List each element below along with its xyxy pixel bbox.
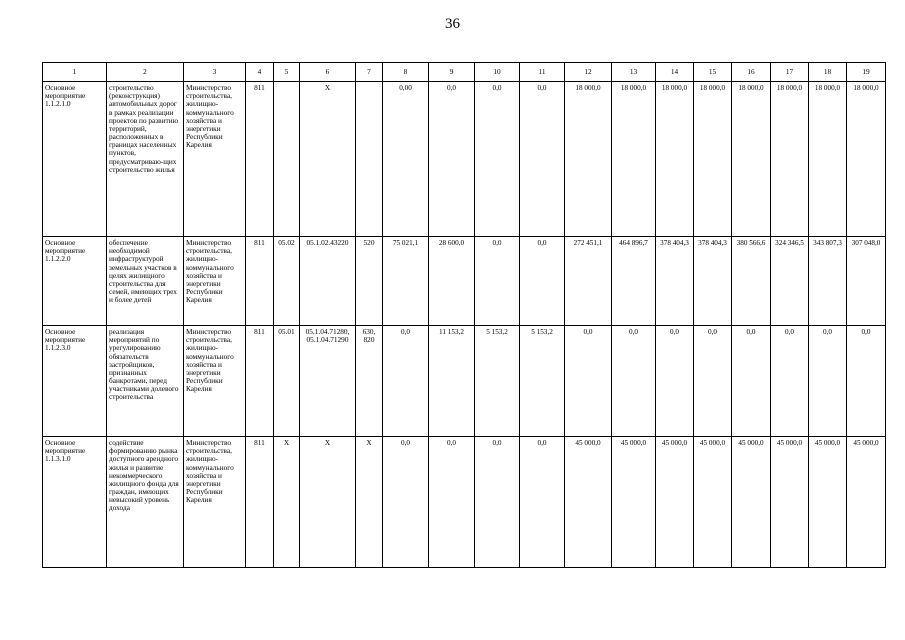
value-cell: 45 000,0 bbox=[847, 437, 886, 568]
header-cell: 7 bbox=[356, 63, 383, 82]
value-cell: 0,0 bbox=[565, 326, 612, 437]
value-cell: 0,0 bbox=[383, 437, 429, 568]
value-cell: 0,0 bbox=[732, 326, 771, 437]
value-cell: 0,0 bbox=[520, 237, 565, 326]
page-number: 36 bbox=[445, 16, 460, 32]
value-cell: 0,0 bbox=[520, 437, 565, 568]
section-cell: 05.01 bbox=[274, 326, 300, 437]
header-cell: 3 bbox=[184, 63, 246, 82]
value-cell: 18 000,0 bbox=[656, 82, 694, 237]
header-cell: 16 bbox=[732, 63, 771, 82]
value-cell: 18 000,0 bbox=[847, 82, 886, 237]
header-cell: 4 bbox=[246, 63, 274, 82]
section-cell: 05.02 bbox=[274, 237, 300, 326]
code-cell: 811 bbox=[246, 82, 274, 237]
code-cell: 811 bbox=[246, 326, 274, 437]
target-article-cell: Х bbox=[300, 82, 356, 237]
value-cell: 45 000,0 bbox=[656, 437, 694, 568]
target-article-cell: 05.1.02.43220 bbox=[300, 237, 356, 326]
expense-type-cell: 630, 820 bbox=[356, 326, 383, 437]
value-cell: 0,0 bbox=[847, 326, 886, 437]
value-cell: 45 000,0 bbox=[612, 437, 656, 568]
value-cell: 324 346,5 bbox=[771, 237, 809, 326]
value-cell: 0,0 bbox=[520, 82, 565, 237]
value-cell: 380 566,6 bbox=[732, 237, 771, 326]
header-cell: 1 bbox=[43, 63, 107, 82]
value-cell: 0,0 bbox=[694, 326, 732, 437]
target-article-cell: 05.1.04.71280, 05.1.04.71290 bbox=[300, 326, 356, 437]
header-cell: 9 bbox=[429, 63, 475, 82]
header-cell: 12 bbox=[565, 63, 612, 82]
value-cell: 18 000,0 bbox=[612, 82, 656, 237]
value-cell: 18 000,0 bbox=[771, 82, 809, 237]
table-header-row bbox=[43, 63, 886, 82]
value-cell: 0,0 bbox=[809, 326, 847, 437]
target-article-cell: Х bbox=[300, 437, 356, 568]
value-cell: 0,0 bbox=[429, 437, 475, 568]
expense-type-cell bbox=[356, 82, 383, 237]
section-cell: Х bbox=[274, 437, 300, 568]
value-cell: 378 404,3 bbox=[694, 237, 732, 326]
value-cell: 11 153,2 bbox=[429, 326, 475, 437]
value-cell: 272 451,1 bbox=[565, 237, 612, 326]
table-row bbox=[43, 82, 886, 237]
value-cell: 18 000,0 bbox=[694, 82, 732, 237]
header-cell: 17 bbox=[771, 63, 809, 82]
code-cell: 811 bbox=[246, 437, 274, 568]
value-cell: 5 153,2 bbox=[475, 326, 520, 437]
responsible-executor-cell: Министерство строительства, жилищно-коммунального хозяйства и энергетики Республики Карелия bbox=[184, 437, 246, 568]
activity-description-cell: строительство (реконструкция) автомобильных дорог в рамках реализации проектов по развитию территорий, расположенных в границах населенных пунктов, предусматриваю-щих строительство жилья bbox=[107, 82, 184, 237]
header-cell: 2 bbox=[107, 63, 184, 82]
header-cell: 10 bbox=[475, 63, 520, 82]
activity-description-cell: содействие формированию рынка доступного арендного жилья и развитие некоммерческого жилищного фонда для граждан, имеющих невысокий уровень дохода bbox=[107, 437, 184, 568]
header-cell: 13 bbox=[612, 63, 656, 82]
value-cell: 0,00 bbox=[383, 82, 429, 237]
expense-type-cell: Х bbox=[356, 437, 383, 568]
activity-code-cell: Основное мероприятие 1.1.3.1.0 bbox=[43, 437, 107, 568]
header-cell: 18 bbox=[809, 63, 847, 82]
responsible-executor-cell: Министерство строительства, жилищно-коммунального хозяйства и энергетики Республики Карелия bbox=[184, 326, 246, 437]
value-cell: 5 153,2 bbox=[520, 326, 565, 437]
value-cell: 45 000,0 bbox=[565, 437, 612, 568]
header-cell: 5 bbox=[274, 63, 300, 82]
activity-code-cell: Основное мероприятие 1.1.2.1.0 bbox=[43, 82, 107, 237]
header-cell: 15 bbox=[694, 63, 732, 82]
activity-code-cell: Основное мероприятие 1.1.2.2.0 bbox=[43, 237, 107, 326]
section-cell bbox=[274, 82, 300, 237]
value-cell: 378 404,3 bbox=[656, 237, 694, 326]
value-cell: 0,0 bbox=[475, 437, 520, 568]
value-cell: 0,0 bbox=[383, 326, 429, 437]
value-cell: 0,0 bbox=[656, 326, 694, 437]
responsible-executor-cell: Министерство строительства, жилищно-коммунального хозяйства и энергетики Республики Карелия bbox=[184, 82, 246, 237]
table-row bbox=[43, 326, 886, 437]
value-cell: 18 000,0 bbox=[565, 82, 612, 237]
activity-code-cell: Основное мероприятие 1.1.2.3.0 bbox=[43, 326, 107, 437]
responsible-executor-cell: Министерство строительства, жилищно-коммунального хозяйства и энергетики Республики Карелия bbox=[184, 237, 246, 326]
header-cell: 8 bbox=[383, 63, 429, 82]
value-cell: 18 000,0 bbox=[732, 82, 771, 237]
header-cell: 11 bbox=[520, 63, 565, 82]
value-cell: 0,0 bbox=[475, 82, 520, 237]
table-row bbox=[43, 437, 886, 568]
value-cell: 464 896,7 bbox=[612, 237, 656, 326]
code-cell: 811 bbox=[246, 237, 274, 326]
table-row bbox=[43, 237, 886, 326]
header-cell: 14 bbox=[656, 63, 694, 82]
value-cell: 0,0 bbox=[429, 82, 475, 237]
value-cell: 75 021,1 bbox=[383, 237, 429, 326]
activity-description-cell: обеспечение необходимой инфраструктурой земельных участков в целях жилищного строительства для семей, имеющих трех и более детей bbox=[107, 237, 184, 326]
value-cell: 45 000,0 bbox=[809, 437, 847, 568]
value-cell: 0,0 bbox=[612, 326, 656, 437]
value-cell: 0,0 bbox=[771, 326, 809, 437]
value-cell: 45 000,0 bbox=[732, 437, 771, 568]
activity-description-cell: реализация мероприятий по урегулированию обязательств застройщиков, признанных банкротами, перед участниками долевого строительства bbox=[107, 326, 184, 437]
budget-table bbox=[42, 62, 886, 568]
value-cell: 307 048,0 bbox=[847, 237, 886, 326]
expense-type-cell: 520 bbox=[356, 237, 383, 326]
value-cell: 18 000,0 bbox=[809, 82, 847, 237]
header-cell: 19 bbox=[847, 63, 886, 82]
header-cell: 6 bbox=[300, 63, 356, 82]
value-cell: 0,0 bbox=[475, 237, 520, 326]
value-cell: 45 000,0 bbox=[771, 437, 809, 568]
value-cell: 45 000,0 bbox=[694, 437, 732, 568]
value-cell: 343 807,3 bbox=[809, 237, 847, 326]
value-cell: 28 600,0 bbox=[429, 237, 475, 326]
